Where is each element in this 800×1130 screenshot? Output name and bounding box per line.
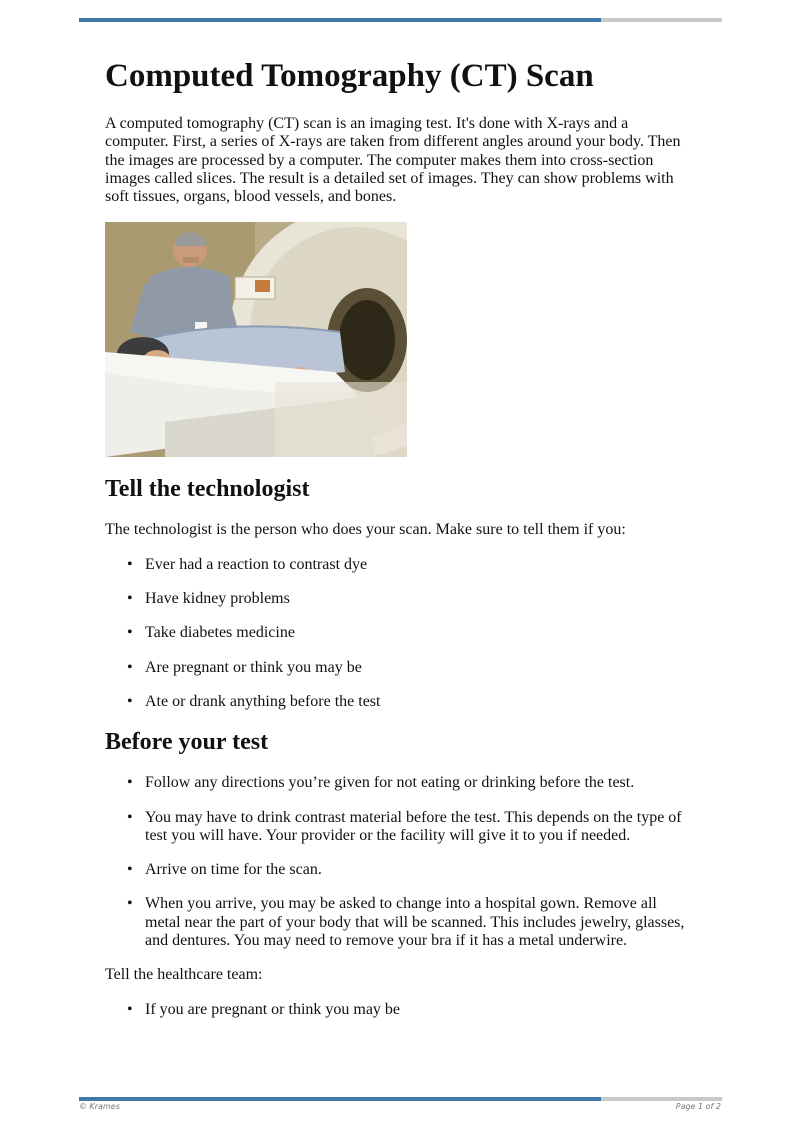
list-item: • When you arrive, you may be asked to change into a hospital gown. Remove all metal near the part of your body that will be scanned. This includes jewelry, glasses, and dentures. You may need to remove your bra if it has a metal underwire. bbox=[105, 895, 695, 950]
list-item: • If you are pregnant or think you may be bbox=[105, 1001, 695, 1019]
document-body bbox=[105, 54, 695, 1019]
healthcare-team-list bbox=[105, 1001, 695, 1019]
footer-copyright: © Krames bbox=[79, 1102, 120, 1111]
list-item: • Follow any directions you’re given for not eating or drinking before the test. bbox=[105, 774, 695, 792]
ct-scan-photo bbox=[105, 222, 407, 457]
header-rule-accent bbox=[79, 18, 601, 22]
footer-rule-accent bbox=[79, 1097, 601, 1101]
before-test-list bbox=[105, 774, 695, 950]
list-item: • Ever had a reaction to contrast dye bbox=[105, 556, 695, 574]
list-item: • Are pregnant or think you may be bbox=[105, 659, 695, 677]
footer-page-number: Page 1 of 2 bbox=[675, 1102, 721, 1111]
list-item: • Take diabetes medicine bbox=[105, 624, 695, 642]
section-heading-tell-technologist: Tell the technologist bbox=[105, 476, 310, 503]
list-item: • Arrive on time for the scan. bbox=[105, 861, 695, 879]
list-item: • Have kidney problems bbox=[105, 590, 695, 608]
list-item: • You may have to drink contrast material before the test. This depends on the type of test you will have. Your provider or the facility will give it to you if needed. bbox=[105, 809, 695, 846]
header-rule bbox=[79, 18, 722, 22]
page-title: Computed Tomography (CT) Scan bbox=[105, 58, 594, 94]
footer-rule bbox=[79, 1097, 722, 1101]
section-heading-before-test: Before your test bbox=[105, 729, 269, 756]
intro-paragraph: A computed tomography (CT) scan is an imaging test. It's done with X-rays and a computer. First, a series of X-rays are taken from different angles around your body. Then the images are processed by a computer. The computer makes them into cross-section images called slices. The result is a detailed set of images. They can show problems with soft tissues, organs, blood vessels, and bones. bbox=[105, 115, 681, 206]
section-lead-tell-technologist: The technologist is the person who does your scan. Make sure to tell them if you: bbox=[105, 521, 626, 539]
technologist-list bbox=[105, 556, 695, 711]
list-item: • Ate or drank anything before the test bbox=[105, 693, 695, 711]
healthcare-team-lead: Tell the healthcare team: bbox=[105, 966, 263, 984]
